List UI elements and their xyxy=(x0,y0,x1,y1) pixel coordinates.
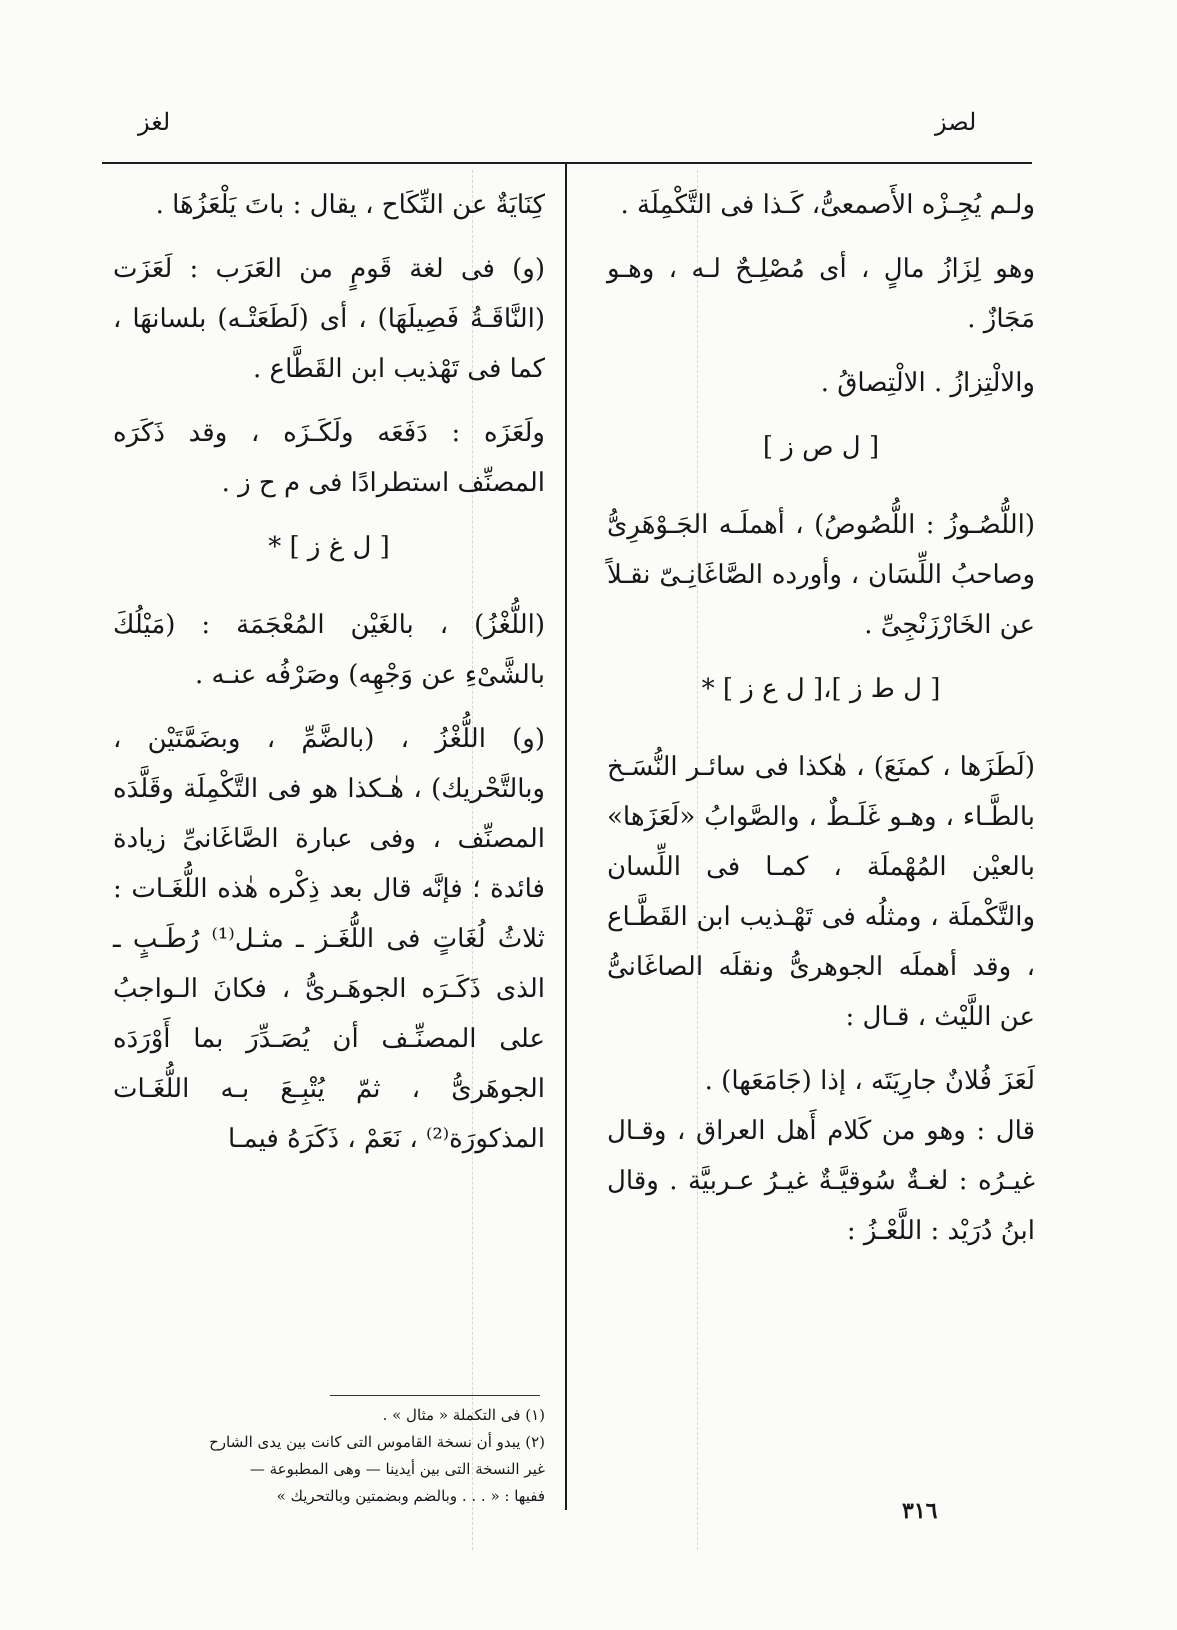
paragraph: لَعَزَ فُلانٌ جارِيَتَه ، إذا (جَامَعَها) . xyxy=(704,1066,1035,1096)
paragraph: ولَعَزَه : دَفَعَه ولَكَـزَه ، وقد ذَكَرَه المصنِّف استطرادًا فى م ح ز . xyxy=(113,418,545,498)
entry-heading-lghz: [ ل غ ز ] * xyxy=(268,532,390,562)
paragraph: كِنَايَةٌ عن النِّكَاح ، يقال : باتَ يَلْعَزُهَا . xyxy=(155,190,545,220)
footnote: (٢) يبدو أن نسخة القاموس التى كانت بين يدى الشارح xyxy=(209,1433,545,1451)
paragraph: (اللُّغْزُ) ، بالغَيْن المُعْجَمَة : (مَيْلُكَ بالشَّىْءِ عن وَجْهِه) وصَرْفُه عنـه . xyxy=(113,610,545,690)
footnote-rule xyxy=(330,1395,540,1396)
paragraph: (لَطَزَها ، كمنَعَ) ، هٰكذا فى سائـر النُّسَـخ بالطَّـاء ، وهـو غَلَـطٌ ، والصَّوابُ «لَعَزَها» بالعيْن المُهْملَة ، كمـا فى اللِّسان والتَّكْملَة ، ومثلُه فى تَهْـذيب ابن القَطَّـاع ، وقد أهملَه الجوهرىُّ ونقلَه الصاغَانىُّ عن اللَّيْث ، قـال : xyxy=(607,752,1035,1032)
paragraph: وهو لِزَازُ مالٍ ، أى مُصْلِـحٌ لـه ، وهـو مَجَازٌ . xyxy=(607,254,1035,334)
header-left-word: لغز xyxy=(138,108,171,136)
right-column xyxy=(607,180,1035,1270)
paragraph: ولـم يُجِـزْه الأَصمعىُّ، كَـذا فى التَّكْمِلَة . xyxy=(620,190,1035,220)
entry-heading-ltz-laz: [ ل ط ز ]،[ ل ع ز ] * xyxy=(701,674,941,704)
header-right-word: لصز xyxy=(935,108,977,136)
paragraph: والالْتِزازُ . الالْتِصاقُ . xyxy=(820,368,1035,398)
entry-heading-lsz: [ ل ص ز ] xyxy=(762,432,880,462)
footnote: ففيها : « . . . وبالضم وبضمتين وبالتحريك » xyxy=(276,1487,545,1505)
footnotes xyxy=(130,1402,545,1510)
page-number: ٣١٦ xyxy=(902,1498,938,1524)
column-divider xyxy=(565,162,567,1510)
footnote: (١) فى التكملة « مثال » . xyxy=(382,1406,545,1424)
paragraph: (و) اللُّغْزُ ، (بالضَّمِّ ، وبضَمَّتَيْن ، وبالتَّحْريك) ، هٰـكذا هو فى التَّكْمِلَة وقَلَّدَه المصنِّف ، وفى عبارة الصَّاغَانىِّ زيادة فائدة ؛ فإنَّه قال بعد ذِكْره هٰذه اللُّغَـات : ثلاثُ لُغَاتٍ فى اللُّغَـز ـ مثـل⁽¹⁾ رُطَـبٍ ـ الذى ذَكَـرَه الجوهَـرىُّ ، فكانَ الـواجبُ على المصنِّـف أن يُصَـدِّرَ بما أَوْرَدَه الجوهَرىُّ ، ثمّ يُتْبِـعَ بـه اللُّغَـات المذكورَة⁽²⁾ ، نَعَمْ ، ذَكَرَهُ فيمـا xyxy=(113,724,545,1154)
left-column xyxy=(113,180,545,1178)
header-rule xyxy=(102,162,1032,164)
paragraph: (اللُّصُـوزُ : اللُّصُوصُ) ، أهملَـه الجَـوْهَرِىُّ وصاحبُ اللِّسَان ، وأورده الصَّاغَانِـىّ نقـلاً عن الخَارْزَنْجِىِّ . xyxy=(607,510,1035,640)
paragraph: (و) فى لغة قَومٍ من العَرَب : لَعَزَت (النَّاقَـةُ فَصِيلَهَا) ، أى (لَطَعَتْـه) بلسانهَا ، كما فى تَهْذيب ابن القَطَّاع . xyxy=(113,254,545,384)
paragraph: قال : وهو من كَلام أَهل العراق ، وقـال غيـرُه : لغـةٌ سُوقيَّـةٌ غيـرُ عـربيَّة . وقال ابنُ دُرَيْد : اللَّعْـزُ : xyxy=(607,1116,1035,1246)
footnote: غير النسخة التى بين أيدينا — وهى المطبوعة — xyxy=(249,1460,545,1478)
